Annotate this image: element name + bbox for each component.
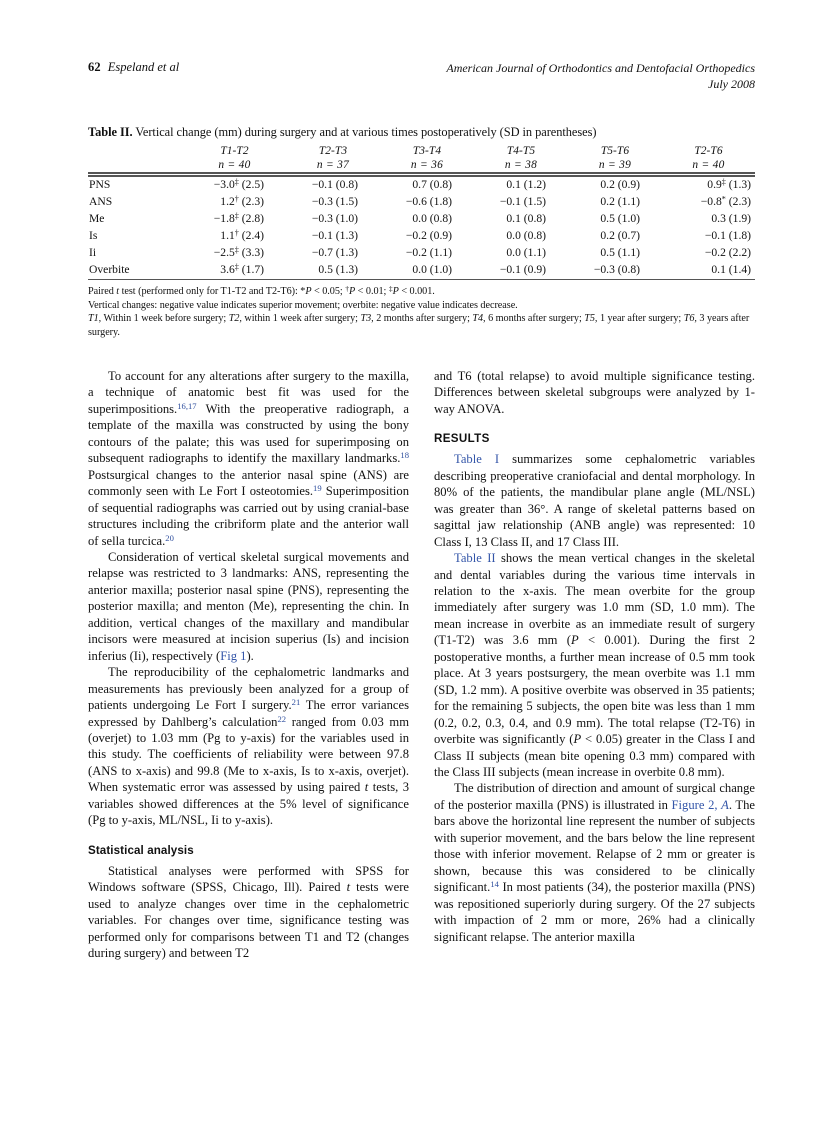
cell-value: 0.3	[711, 212, 726, 226]
cell-value: 0.2	[600, 229, 615, 243]
cell-value: −0.3	[593, 263, 615, 277]
table-cell	[183, 245, 286, 262]
cell-sd: (2.5)	[241, 178, 264, 192]
journal-title: American Journal of Orthodontics and Dentofacial Orthopedics	[446, 61, 755, 75]
table-cell	[380, 211, 474, 228]
cell-significance-marker: ‡	[234, 178, 239, 188]
cell-sd: (1.4)	[728, 263, 751, 277]
cell-value: 0.1	[506, 178, 521, 192]
table-col-header-4	[474, 143, 568, 173]
row-label: PNS	[89, 178, 111, 192]
cell-significance-marker: ‡	[234, 246, 239, 256]
cell-value: −0.2	[405, 229, 427, 243]
citation-ref[interactable]: 14	[490, 878, 499, 889]
cell-value: 0.0	[506, 246, 521, 260]
italic-t: t	[364, 780, 369, 795]
cell-value: −0.2	[405, 246, 427, 260]
cell-sd: (1.1)	[523, 246, 546, 260]
col-n-4: n = 38	[504, 158, 538, 171]
cell-sd: (1.0)	[429, 263, 452, 277]
italic-p: P	[573, 732, 582, 747]
table-col-header-3	[380, 143, 474, 173]
table-col-header-5	[568, 143, 662, 173]
table-cell	[568, 176, 662, 194]
cell-value: −3.0	[213, 178, 235, 192]
table-cell	[474, 194, 568, 211]
para-text: To account for any alterations after surgery to the maxilla, a technique of anatomic best fit was used for the superimpositions.	[88, 369, 409, 416]
table-caption	[88, 124, 755, 140]
para-text: < 0.001). During the first 2 postoperative months, a further mean increase of 0.5 mm took place. At 3 years postsurgery, the mean overbite was 1.1 mm (SD, 1.2 mm). A positive overbite was observed in 35 patients; for the remaining 5 subjects, the open bite was less than 1 mm (0.2, 0.2, 0.3, 0.4, and 0.9 mm). The total relapse (T2-T6) in overbite was significantly (	[434, 633, 755, 747]
cell-value: 0.0	[506, 229, 521, 243]
cell-value: 0.0	[412, 263, 427, 277]
cell-sd: (2.3)	[728, 195, 751, 209]
para-text: tests, 3 variables showed differences at the 5% level of significance (Pg to y-axis, ML/NSL, Ii to y-axis).	[88, 780, 409, 828]
running-head-right	[446, 60, 755, 92]
row-label: Me	[89, 212, 105, 226]
row-label: Overbite	[89, 263, 130, 277]
col-n-2: n = 37	[316, 158, 350, 171]
table-1-link[interactable]: Table I	[454, 452, 500, 467]
col-interval-1: T1-T2	[220, 145, 249, 157]
table-label: Table II.	[88, 125, 133, 139]
cell-significance-marker: †	[234, 195, 239, 205]
table-cell	[568, 228, 662, 245]
table-cell	[183, 211, 286, 228]
table-footnote-1: Paired t test (performed only for T1-T2 and T2-T6): *P < 0.05; †P < 0.01; ‡P < 0.001.	[88, 284, 435, 298]
para-text: The error variances expressed by Dahlberg’s calculation	[88, 698, 409, 729]
section-heading-results: RESULTS	[434, 432, 490, 446]
table-2-link[interactable]: Table II	[454, 551, 496, 566]
figure-2-label: Figure 2,	[671, 797, 722, 812]
cell-value: −0.1	[499, 195, 521, 209]
issue-date: July 2008	[708, 77, 755, 91]
table-cell	[568, 194, 662, 211]
paragraph-statistical-analysis-cont: and T6 (total relapse) to avoid multiple significance testing. Differences between skeletal subgroups were analyzed by 1-way ANOVA.	[434, 369, 755, 416]
cell-value: 3.6	[220, 263, 235, 277]
table-cell	[662, 211, 755, 228]
cell-sd: (1.5)	[523, 195, 546, 209]
table-cell	[474, 228, 568, 245]
cell-value: −0.3	[311, 212, 333, 226]
cell-sd: (1.1)	[617, 246, 640, 260]
table-footnote-3: T1, Within 1 week before surgery; T2, within 1 week after surgery; T3, 2 months after surgery; T4, 6 months after surgery; T5, 1 year after surgery; T6, 3 years after surgery.	[88, 313, 750, 338]
table-cell	[474, 262, 568, 280]
col-interval-4: T4-T5	[506, 145, 536, 157]
table-cell	[286, 176, 380, 194]
para-text: Consideration of vertical skeletal surgical movements and relapse was restricted to 3 landmarks: ANS, representing the anterior maxilla; posterior nasal spine (PNS), representing the posterior maxilla; and menton (Me), representing the chin. In addition, vertical changes of the maxillary and mandibular incisors were measured at incision superius (Is) and incision inferius (Ii), respectively (	[88, 549, 409, 663]
table-rule-bottom	[88, 280, 755, 281]
row-label: ANS	[89, 195, 113, 209]
cell-value: 1.1	[220, 229, 235, 243]
cell-sd: (2.2)	[728, 246, 751, 260]
table-header-row	[88, 143, 755, 173]
cell-value: 0.2	[600, 178, 615, 192]
cell-value: −0.1	[499, 263, 521, 277]
citation-ref[interactable]: 18	[400, 450, 409, 461]
para-text: Postsurgical changes to the anterior nasal spine (ANS) are commonly seen with Le Fort I osteotomies.	[88, 467, 409, 499]
table-cell	[568, 211, 662, 228]
cell-sd: (3.3)	[241, 246, 264, 260]
cell-sd: (1.7)	[241, 263, 264, 277]
cell-sd: (0.8)	[429, 178, 452, 192]
table-cell	[662, 194, 755, 211]
table-cell	[662, 176, 755, 194]
citation-ref[interactable]: 21	[291, 696, 301, 707]
running-head-authors: Espeland et al	[107, 60, 180, 74]
para-text: ).	[246, 648, 254, 663]
table-cell	[286, 194, 380, 211]
body-column-right	[434, 368, 755, 945]
paragraph-statistical-analysis	[88, 863, 409, 962]
cell-sd: (1.9)	[728, 212, 751, 226]
paragraph-results-table2	[434, 550, 755, 780]
col-interval-2: T2-T3	[318, 145, 348, 157]
cell-sd: (1.3)	[335, 229, 358, 243]
table-cell	[380, 245, 474, 262]
table-cell	[662, 245, 755, 262]
cell-value: −0.1	[704, 229, 726, 243]
para-text: Superimposition of sequential radiographs was carried out by using cranial-base structures including the cribriform plate and the anterior wall of sella turcica.	[88, 484, 409, 548]
cell-sd: (1.2)	[523, 178, 546, 192]
table-col-header-2	[286, 143, 380, 173]
para-text: summarizes some cephalometric variables describing preoperative craniofacial and dental morphology. In 80% of the patients, the mandibular plane angle (ML/NSL) was greater than 36°. A range of skeletal patterns based on sagittal jaw relationship (ANB angle) was represented: 10 Class I, 13 Class II, and 17 Class III.	[434, 452, 755, 549]
table-row	[88, 211, 755, 228]
table-row	[88, 194, 755, 211]
col-n-3: n = 36	[410, 158, 444, 171]
cell-value: 0.7	[412, 178, 427, 192]
table-cell	[474, 176, 568, 194]
table-col-header-1	[183, 143, 286, 173]
cell-sd: (0.9)	[617, 178, 640, 192]
row-label: Is	[89, 229, 98, 243]
col-interval-3: T3-T4	[412, 145, 442, 157]
cell-value: −1.8	[213, 212, 235, 226]
cell-value: 0.1	[506, 212, 521, 226]
table-corner-header	[88, 143, 183, 173]
figure-2-panel: A	[721, 797, 729, 812]
cell-sd: (1.3)	[335, 263, 358, 277]
cell-sd: (1.5)	[335, 195, 358, 209]
table-footnote-2: Vertical changes: negative value indicates superior movement; overbite: negative value indicates decrease.	[88, 299, 518, 311]
table-cell	[662, 262, 755, 280]
table-cell	[380, 194, 474, 211]
table-cell	[183, 176, 286, 194]
cell-significance-marker: ‡	[721, 178, 726, 188]
cell-sd: (1.3)	[728, 178, 751, 192]
table-cell	[380, 228, 474, 245]
col-interval-6: T2-T6	[694, 145, 723, 157]
table-cell	[183, 194, 286, 211]
paragraph-results-pns-distribution	[434, 780, 755, 945]
cell-value: −2.5	[213, 246, 235, 260]
table-col-header-6	[662, 143, 755, 173]
table-cell	[474, 245, 568, 262]
para-text: shows the mean vertical changes in the skeletal and dental variables during the various time intervals in relation to the x-axis. The mean overbite for the group immediately after surgery was 1.0 mm (SD, 1.0 mm). The mean increase in overbite as an immediate result of surgery (T1-T2) was 3.6 mm (	[434, 551, 755, 648]
cell-value: 0.5	[600, 212, 615, 226]
col-interval-5: T5-T6	[600, 145, 630, 157]
cell-value: 0.5	[318, 263, 333, 277]
cell-sd: (0.8)	[523, 229, 546, 243]
table-caption-text: Vertical change (mm) during surgery and at various times postoperatively (SD in parentheses)	[135, 125, 597, 139]
cell-sd: (0.8)	[335, 178, 358, 192]
para-text: . The bars above the horizontal line represent the number of subjects with superior movement, and the bars below the line represent those with inferior movement. Relapse of 2 mm or greater is shown, because this was considered to be clinically significant.	[434, 797, 755, 895]
table-cell	[286, 228, 380, 245]
citation-ref[interactable]: 22	[277, 713, 287, 724]
para-text: The reproducibility of the cephalometric landmarks and measurements has previously been analyzed for a group of patients undergoing Le Fort I surgery.	[88, 665, 409, 713]
page-number: 62	[88, 60, 101, 74]
cell-sd: (0.8)	[617, 263, 640, 277]
cell-sd: (0.7)	[617, 229, 640, 243]
cell-significance-marker: ‡	[234, 212, 239, 222]
row-label: Ii	[89, 246, 97, 260]
table-cell	[286, 245, 380, 262]
table-row	[88, 245, 755, 262]
cell-significance-marker: †	[234, 229, 239, 239]
table-cell	[286, 262, 380, 280]
para-text: ranged from 0.03 mm (overjet) to 1.03 mm (Pg to y-axis) for the variables used in this study. The coefficients of reliability were between 97.8 (ANS to x-axis) and 99.8 (Me to x-axis, Is to x-axis, overjet). When systematic error was assessed by using paired	[88, 714, 409, 795]
paragraph-results-table1	[434, 451, 755, 550]
para-text: With the preoperative radiograph, a template of the maxilla was constructed by using the bony contours of the palate; this was used for superimposing on subsequent radiographs to identify the maxillary landmarks.	[88, 401, 409, 466]
col-n-5: n = 39	[598, 158, 632, 171]
citation-ref[interactable]: 19	[313, 482, 322, 493]
table-cell	[568, 262, 662, 280]
cell-sd: (1.8)	[728, 229, 751, 243]
cell-sd: (2.4)	[241, 229, 264, 243]
para-text: < 0.05) greater in the Class I and Class II subjects (mean bite opening 0.3 mm) compared with the Class III subjects (mean increase in overbite 0.8 mm).	[434, 732, 755, 779]
cell-value: 0.0	[412, 212, 427, 226]
cell-value: −0.6	[405, 195, 427, 209]
cell-value: −0.7	[311, 246, 333, 260]
cell-sd: (0.9)	[523, 263, 546, 277]
paragraph-landmarks	[88, 549, 409, 664]
section-heading-statistical-analysis: Statistical analysis	[88, 843, 194, 857]
cell-value: 1.2	[220, 195, 235, 209]
cell-sd: (1.0)	[617, 212, 640, 226]
para-text: Statistical analyses were performed with SPSS for Windows software (SPSS, Chicago, Ill). Paired	[88, 863, 409, 895]
citation-ref[interactable]: 16,17	[177, 400, 197, 411]
table-cell	[183, 228, 286, 245]
table-row	[88, 262, 755, 280]
cell-sd: (2.3)	[241, 195, 264, 209]
figure-2a-link[interactable]	[672, 798, 729, 812]
table-cell	[474, 211, 568, 228]
cell-sd: (1.1)	[429, 246, 452, 260]
cell-sd: (0.8)	[429, 212, 452, 226]
cell-sd: (1.0)	[335, 212, 358, 226]
figure-1-link[interactable]: Fig 1	[220, 648, 247, 663]
cell-sd: (1.3)	[335, 246, 358, 260]
table-row	[88, 176, 755, 194]
cell-value: 0.1	[711, 263, 726, 277]
cell-value: 0.5	[600, 246, 615, 260]
cell-value: −0.1	[311, 178, 333, 192]
cell-value: 0.9	[707, 178, 722, 192]
cell-value: −0.8	[700, 195, 722, 209]
para-text: The distribution of direction and amount of surgical change of the posterior maxilla (PNS) is illustrated in	[434, 781, 755, 812]
table-cell	[380, 262, 474, 280]
body-column-left	[88, 368, 409, 961]
table-cell	[286, 211, 380, 228]
table-head	[88, 143, 755, 173]
paragraph-methods-superimposition	[88, 368, 409, 549]
col-n-6: n = 40	[692, 158, 725, 171]
table-row	[88, 228, 755, 245]
table-cell	[662, 228, 755, 245]
table-cell	[380, 176, 474, 194]
para-text: In most patients (34), the posterior maxilla (PNS) was repositioned superiorly during surgery. Of the 27 subjects with impaction of 2 mm or more, 26% had a clinically significant relapse. The anterior maxilla	[434, 880, 755, 944]
cell-significance-marker: ‡	[234, 263, 239, 273]
col-n-1: n = 40	[218, 158, 251, 171]
cell-value: −0.1	[311, 229, 333, 243]
running-head-left	[88, 60, 179, 75]
cell-sd: (1.8)	[429, 195, 452, 209]
cell-value: −0.3	[311, 195, 333, 209]
para-text: tests were used to analyze changes over time in the cephalometric variables. For changes over time, significance testing was performed only for comparisons between T1 and T2 (changes during surgery) and between T2	[88, 880, 410, 960]
italic-p: P	[570, 633, 579, 648]
cell-sd: (0.8)	[523, 212, 546, 226]
cell-sd: (0.9)	[429, 229, 452, 243]
vertical-change-table	[88, 143, 755, 280]
citation-ref[interactable]: 20	[165, 532, 174, 543]
table-cell	[568, 245, 662, 262]
cell-sd: (2.8)	[241, 212, 264, 226]
table-block	[88, 124, 755, 340]
running-head	[88, 60, 755, 96]
cell-sd: (1.1)	[617, 195, 640, 209]
paragraph-reproducibility	[88, 664, 409, 829]
table-body	[88, 174, 755, 281]
cell-significance-marker: *	[721, 195, 726, 205]
table-footnotes	[88, 285, 755, 339]
cell-value: 0.2	[600, 195, 615, 209]
cell-value: −0.2	[704, 246, 726, 260]
table-cell	[183, 262, 286, 280]
italic-t: t	[346, 880, 351, 895]
